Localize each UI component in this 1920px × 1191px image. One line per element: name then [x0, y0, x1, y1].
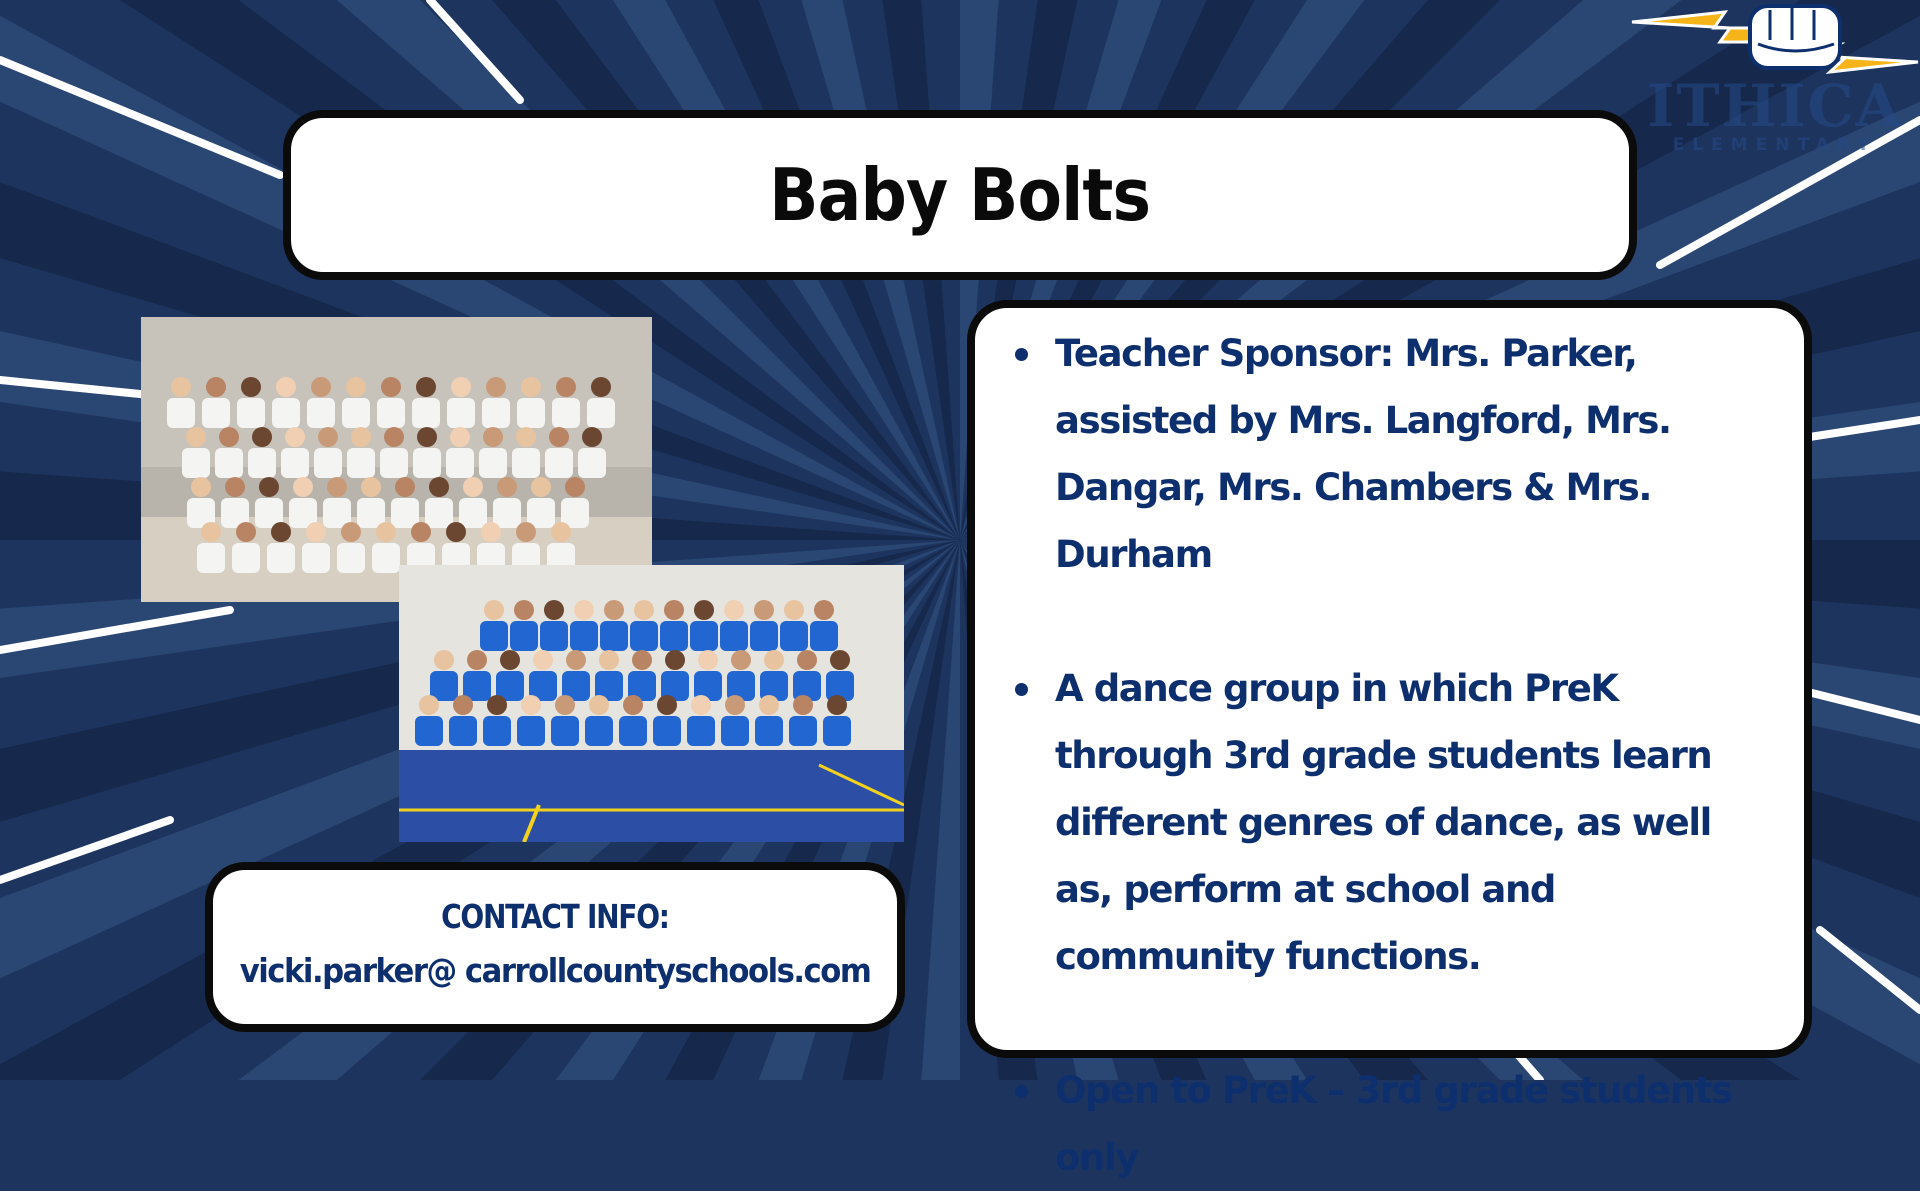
child-figure	[341, 522, 361, 542]
child-figure	[463, 477, 483, 497]
child-figure	[665, 650, 685, 670]
child-figure	[285, 427, 305, 447]
child-shirt	[413, 448, 441, 478]
child-shirt	[810, 621, 838, 651]
child-figure	[416, 377, 436, 397]
child-shirt	[578, 448, 606, 478]
child-figure	[306, 522, 326, 542]
child-shirt	[545, 448, 573, 478]
child-figure	[252, 427, 272, 447]
child-shirt	[272, 398, 300, 428]
bullet-sponsor: Teacher Sponsor: Mrs. Parker, assisted by Mrs. Langford, Mrs. Dangar, Mrs. Chambers & Mrs. Durham	[1015, 320, 1766, 588]
child-figure	[830, 650, 850, 670]
child-shirt	[482, 398, 510, 428]
child-shirt	[551, 716, 579, 746]
title-banner	[283, 110, 1637, 280]
child-figure	[531, 477, 551, 497]
child-shirt	[493, 498, 521, 528]
child-figure	[434, 650, 454, 670]
child-shirt	[425, 498, 453, 528]
child-figure	[381, 377, 401, 397]
child-shirt	[721, 716, 749, 746]
dance-group-photo-blue-shirts	[399, 565, 904, 842]
child-figure	[591, 377, 611, 397]
child-shirt	[653, 716, 681, 746]
contact-label: CONTACT INFO:	[441, 897, 669, 936]
child-shirt	[587, 398, 615, 428]
child-shirt	[512, 448, 540, 478]
child-figure	[691, 695, 711, 715]
child-shirt	[380, 448, 408, 478]
child-shirt	[480, 621, 508, 651]
child-figure	[451, 377, 471, 397]
child-shirt	[660, 621, 688, 651]
child-figure	[481, 522, 501, 542]
child-figure	[827, 695, 847, 715]
child-figure	[731, 650, 751, 670]
child-figure	[551, 522, 571, 542]
child-shirt	[232, 543, 260, 573]
child-shirt	[517, 716, 545, 746]
child-figure	[556, 377, 576, 397]
child-figure	[417, 427, 437, 447]
child-figure	[186, 427, 206, 447]
child-figure	[225, 477, 245, 497]
child-figure	[533, 650, 553, 670]
child-figure	[171, 377, 191, 397]
logo-subtitle: ELEMENTARY	[1672, 135, 1878, 155]
child-shirt	[415, 716, 443, 746]
child-shirt	[600, 621, 628, 651]
child-shirt	[377, 398, 405, 428]
child-figure	[725, 695, 745, 715]
child-shirt	[619, 716, 647, 746]
child-figure	[698, 650, 718, 670]
child-shirt	[447, 398, 475, 428]
child-shirt	[823, 716, 851, 746]
child-shirt	[755, 716, 783, 746]
child-shirt	[302, 543, 330, 573]
child-figure	[395, 477, 415, 497]
child-shirt	[459, 498, 487, 528]
child-figure	[500, 650, 520, 670]
child-figure	[276, 377, 296, 397]
child-figure	[754, 600, 774, 620]
child-shirt	[237, 398, 265, 428]
child-figure	[759, 695, 779, 715]
child-shirt	[342, 398, 370, 428]
child-figure	[764, 650, 784, 670]
child-figure	[293, 477, 313, 497]
child-figure	[544, 600, 564, 620]
child-figure	[516, 522, 536, 542]
child-figure	[814, 600, 834, 620]
child-figure	[582, 427, 602, 447]
child-figure	[632, 650, 652, 670]
child-shirt	[197, 543, 225, 573]
child-figure	[784, 600, 804, 620]
child-figure	[206, 377, 226, 397]
logo-wordmark: ITHICA	[1647, 72, 1903, 140]
bullet-eligibility: Open to PreK – 3rd grade students only	[1015, 1057, 1766, 1191]
child-shirt	[789, 716, 817, 746]
child-shirt	[248, 448, 276, 478]
child-shirt	[412, 398, 440, 428]
child-figure	[351, 427, 371, 447]
child-figure	[429, 477, 449, 497]
child-figure	[450, 427, 470, 447]
child-figure	[516, 427, 536, 447]
child-shirt	[267, 543, 295, 573]
dance-group-photo-white-shirts	[141, 317, 652, 602]
fist-icon	[1750, 6, 1840, 68]
child-figure	[599, 650, 619, 670]
child-figure	[664, 600, 684, 620]
child-figure	[797, 650, 817, 670]
contact-info-box	[205, 862, 905, 1032]
child-figure	[566, 650, 586, 670]
child-shirt	[540, 621, 568, 651]
child-figure	[453, 695, 473, 715]
bullet-description: A dance group in which PreK through 3rd grade students learn different genres of dance, as well as, perform at school and community functions.	[1015, 655, 1766, 990]
child-figure	[419, 695, 439, 715]
child-figure	[793, 695, 813, 715]
child-shirt	[720, 621, 748, 651]
child-figure	[565, 477, 585, 497]
child-figure	[376, 522, 396, 542]
child-shirt	[780, 621, 808, 651]
child-figure	[384, 427, 404, 447]
child-shirt	[687, 716, 715, 746]
child-figure	[555, 695, 575, 715]
child-figure	[236, 522, 256, 542]
child-shirt	[479, 448, 507, 478]
child-figure	[724, 600, 744, 620]
child-shirt	[517, 398, 545, 428]
child-figure	[219, 427, 239, 447]
child-figure	[487, 695, 507, 715]
child-shirt	[314, 448, 342, 478]
child-shirt	[182, 448, 210, 478]
child-shirt	[167, 398, 195, 428]
child-shirt	[281, 448, 309, 478]
child-shirt	[750, 621, 778, 651]
child-shirt	[202, 398, 230, 428]
child-figure	[483, 427, 503, 447]
child-figure	[694, 600, 714, 620]
child-shirt	[585, 716, 613, 746]
child-shirt	[690, 621, 718, 651]
child-figure	[521, 377, 541, 397]
child-shirt	[215, 448, 243, 478]
child-shirt	[347, 448, 375, 478]
child-figure	[271, 522, 291, 542]
child-figure	[521, 695, 541, 715]
child-figure	[657, 695, 677, 715]
child-figure	[467, 650, 487, 670]
child-shirt	[307, 398, 335, 428]
child-shirt	[446, 448, 474, 478]
child-figure	[361, 477, 381, 497]
child-figure	[589, 695, 609, 715]
page-title: Baby Bolts	[769, 153, 1151, 237]
child-figure	[259, 477, 279, 497]
child-shirt	[510, 621, 538, 651]
child-figure	[549, 427, 569, 447]
info-panel	[967, 300, 1812, 1179]
child-figure	[241, 377, 261, 397]
child-shirt	[552, 398, 580, 428]
child-figure	[574, 600, 594, 620]
child-figure	[311, 377, 331, 397]
child-shirt	[570, 621, 598, 651]
child-figure	[191, 477, 211, 497]
child-figure	[604, 600, 624, 620]
child-shirt	[483, 716, 511, 746]
child-figure	[201, 522, 221, 542]
child-shirt	[391, 498, 419, 528]
child-figure	[497, 477, 517, 497]
child-figure	[411, 522, 431, 542]
child-shirt	[449, 716, 477, 746]
child-figure	[486, 377, 506, 397]
child-figure	[484, 600, 504, 620]
child-figure	[514, 600, 534, 620]
child-figure	[623, 695, 643, 715]
child-figure	[346, 377, 366, 397]
child-figure	[634, 600, 654, 620]
contact-email[interactable]: vicki.parker@ carrollcountyschools.com	[239, 951, 871, 990]
child-figure	[318, 427, 338, 447]
child-shirt	[337, 543, 365, 573]
child-shirt	[630, 621, 658, 651]
child-figure	[327, 477, 347, 497]
info-list	[1015, 320, 1766, 1191]
child-figure	[446, 522, 466, 542]
child-shirt	[372, 543, 400, 573]
